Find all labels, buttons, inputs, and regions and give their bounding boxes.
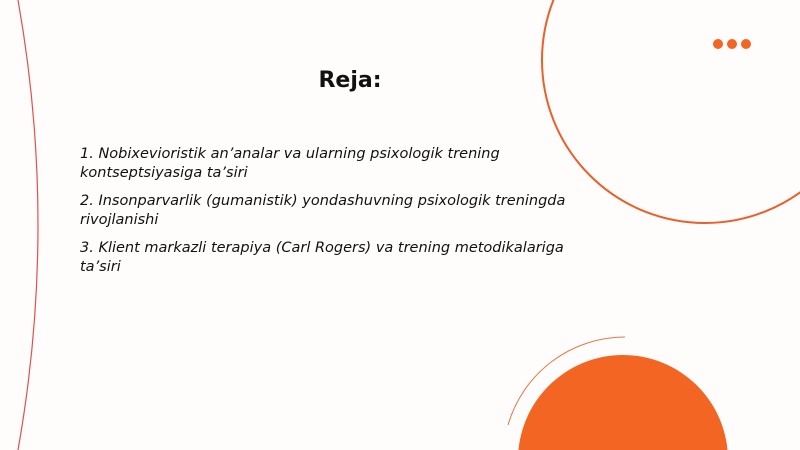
plan-item-1: 1. Nobixevioristik an’analar va ularning psixologik trening kontseptsiyasiga ta’siri [80,146,500,181]
dot-3 [741,39,751,49]
dot-2 [727,39,737,49]
plan-list [80,145,580,286]
top-right-circle-outline [542,0,800,223]
left-arc-line [18,0,38,450]
three-dots-icon [713,39,751,49]
plan-item-3: 3. Klient markazli terapiya (Carl Rogers) va trening metodikalariga ta’siri [80,240,564,275]
bottom-orange-circle [518,355,728,450]
plan-item-2: 2. Insonparvarlik (gumanistik) yondashuvning psixologik treningda rivojlanishi [80,193,566,228]
slide-title: Reja: [318,68,382,93]
dot-1 [713,39,723,49]
